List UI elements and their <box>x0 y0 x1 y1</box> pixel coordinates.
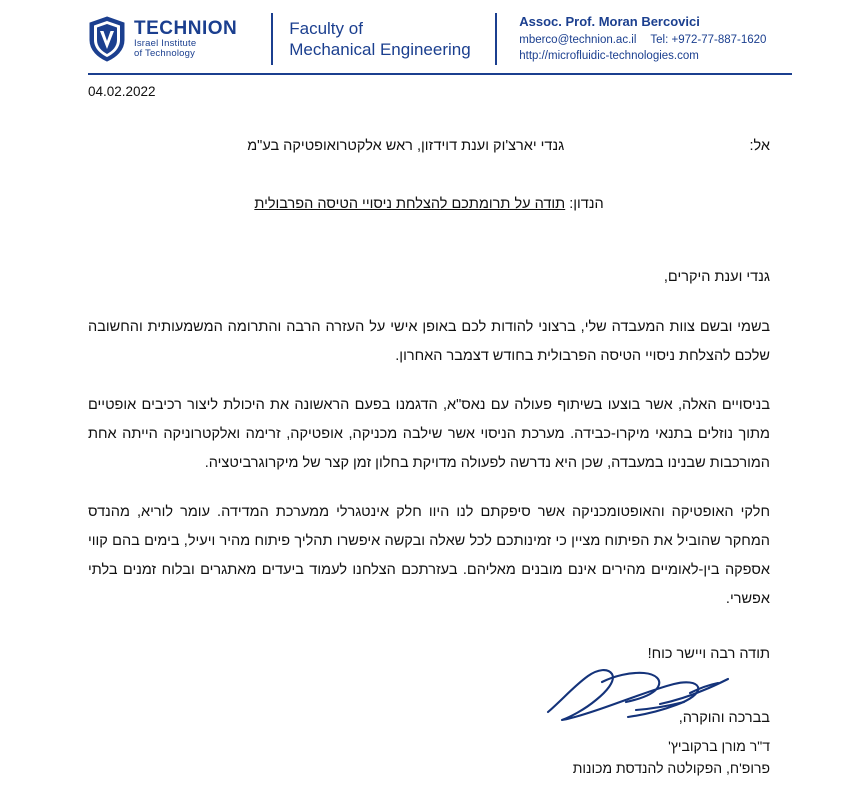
closing-regards: בברכה והוקרה, <box>678 710 770 727</box>
paragraph-3: חלקי האופטיקה והאופטומכניקה אשר סיפקתם לנו היוו חלק אינטגרלי ממערכת המדידה. עומר לוריא, מהנדס המחקר שהוביל את הפיתוח מציין כי זמינותכם לכל שאלה ובקשה איפשרו תהליך פיתוח מהיר ויעיל, בימים בהם קווי אספקה בין-לאומיים מהירים אינם מובנים מאליהם. בעזרתכם הצלחנו לעמוד ביעדים מאתגרים ובלוח זמנים בלתי אפשרי. <box>88 503 770 607</box>
letterhead-divider-1 <box>271 13 273 65</box>
faculty-line-1: Faculty of <box>289 18 363 38</box>
signer-name: ד"ר מורן ברקוביץ' <box>668 738 770 754</box>
logo-wordmark: TECHNION <box>134 18 238 40</box>
signature-image <box>540 660 750 730</box>
addressee-label: אל: <box>749 138 770 154</box>
signer-block <box>573 735 770 780</box>
paragraph-2: בניסויים האלה, אשר בוצעו בשיתוף פעולה עם נאס"א, הדגמנו בפעם הראשונה את היכולת ליצור רכיבים אופטיים מתוך נוזלים בתנאי מיקרו-כבידה. מערכת הניסוי אשר שילבה מכניקה, אופטיקה, זרימה ואלקטרוניקה הייתה אחת המורכבות שבנינו במעבדה, שכן היא נדרשה לפעולה מדויקת בחלון זמן קצר של מיקרוגרביטציה. <box>88 396 770 471</box>
salutation: גנדי וענת היקרים, <box>663 268 770 285</box>
paragraph-1: בשמי ובשם צוות המעבדה שלי, ברצוני להודות לכם באופן אישי על העזרה הרבה והתרומה המשמעותית והחשובה שלכם להצלחת ניסויי הטיסה הפרבולית בחודש דצמבר האחרון. <box>88 318 770 364</box>
letterhead-divider-2 <box>495 13 497 65</box>
subject-label: הנדון: <box>569 196 604 213</box>
faculty-line-2: Mechanical Engineering <box>289 40 471 59</box>
letter-date: 04.02.2022 <box>88 84 156 99</box>
logo-subtitle-line2: of Technology <box>134 47 196 59</box>
contact-phone: Tel: +972-77-887-1620 <box>650 33 767 46</box>
subject-line <box>88 190 770 218</box>
letter-body <box>88 132 770 732</box>
contact-name: Assoc. Prof. Moran Bercovici <box>519 13 700 29</box>
subject-text: תודה על תרומתכם להצלחת ניסויי הטיסה הפרבולית <box>254 196 566 213</box>
contact-email[interactable]: mberco@technion.ac.il <box>519 33 637 46</box>
technion-logo <box>88 16 255 62</box>
addressee-line <box>88 132 770 160</box>
contact-website[interactable]: http://microfluidic-technologies.com <box>519 50 699 63</box>
faculty-name <box>289 18 479 61</box>
technion-shield-icon <box>88 16 126 62</box>
addressee-value: גנדי יארצ'וק וענת דוידזון, ראש אלקטרואופטיקה בע"מ <box>247 138 565 154</box>
letterhead <box>88 8 792 70</box>
closing-thanks: תודה רבה ויישר כוח! <box>647 645 770 662</box>
letterhead-rule <box>88 73 792 75</box>
logo-subtitle-line1: Israel Institute <box>134 38 197 49</box>
signer-title: פרופ'ח, הפקולטה להנדסת מכונות <box>572 760 770 777</box>
contact-block <box>513 13 766 65</box>
